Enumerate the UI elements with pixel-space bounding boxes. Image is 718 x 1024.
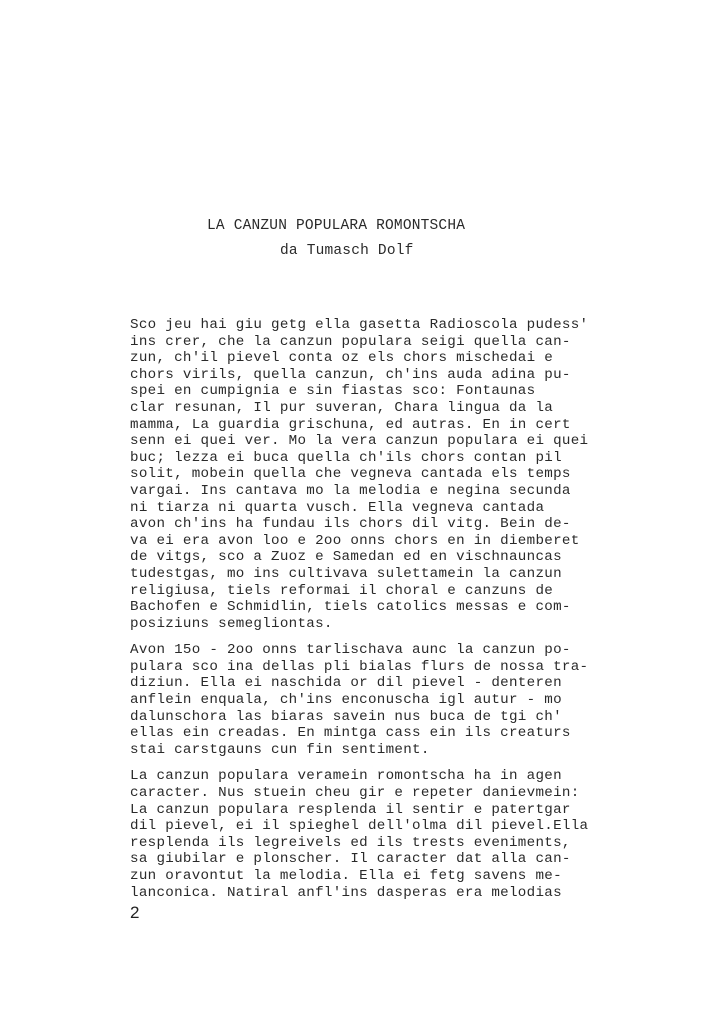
text-line: de vitgs, sco a Zuoz e Samedan ed en vischnauncas	[130, 549, 562, 566]
text-line: ellas ein creadas. En mintga cass ein ils creaturs	[130, 725, 571, 742]
text-line: ins crer, che la canzun populara seigi quella can-	[130, 333, 571, 350]
paragraph	[130, 317, 690, 632]
text-line: clar resunan, Il pur suveran, Chara lingua da la	[130, 399, 554, 416]
document-title: LA CANZUN POPULARA ROMONTSCHA	[207, 218, 466, 234]
text-line: religiusa, tiels reformai il choral e canzuns de	[130, 582, 554, 599]
text-line: posiziuns semegliontas.	[130, 615, 333, 632]
text-line: avon ch'ins ha fundau ils chors dil vitg. Bein de-	[130, 516, 571, 533]
text-line: pulara sco ina dellas pli bialas flurs de nossa tra-	[130, 658, 589, 675]
text-line: chors virils, quella canzun, ch'ins auda adina pu-	[130, 366, 571, 383]
text-line: La canzun populara resplenda il sentir e patertgar	[130, 801, 571, 818]
text-line: solit, mobein quella che vegneva cantada els temps	[130, 466, 571, 483]
text-line: vargai. Ins cantava mo la melodia e negina secunda	[130, 482, 571, 499]
text-line: sa giubilar e plonscher. Il caracter dat alla can-	[130, 851, 571, 868]
text-line: va ei era avon loo e 2oo onns chors en in diemberet	[130, 532, 580, 549]
text-line: resplenda ils legreivels ed ils trests eveniments,	[130, 834, 571, 851]
text-line: caracter. Nus stuein cheu gir e repeter danievmein:	[130, 785, 580, 802]
text-line: ni tiarza ni quarta vusch. Ella vegneva cantada	[130, 499, 545, 516]
text-line: anflein enquala, ch'ins enconuscha igl autur - mo	[130, 692, 562, 709]
text-line: diziun. Ella ei naschida or dil pievel - denteren	[130, 675, 562, 692]
text-line: Avon 15o - 2oo onns tarlischava aunc la canzun po-	[130, 642, 571, 659]
text-line: dil pievel, ei il spieghel dell'olma dil pievel.Ella	[130, 818, 589, 835]
document-author: da Tumasch Dolf	[280, 243, 414, 259]
document-body	[130, 317, 690, 911]
text-line: spei en cumpignia e sin fiastas sco: Fontaunas	[130, 383, 536, 400]
text-line: zun oravontut la melodia. Ella ei fetg savens me-	[130, 868, 562, 884]
page-number: 2	[130, 903, 140, 922]
text-line: buc; lezza ei buca quella ch'ils chors contan pil	[130, 449, 562, 466]
text-line: zun, ch'il pievel conta oz els chors mischedai e	[130, 350, 554, 367]
text-line: La canzun populara veramein romontscha ha in agen	[130, 768, 562, 785]
text-line: Sco jeu hai giu getg ella gasetta Radioscola pudess'	[130, 317, 589, 333]
paragraph	[130, 768, 690, 901]
paragraph	[130, 642, 690, 758]
text-line: tudestgas, mo ins cultivava sulettamein la canzun	[130, 565, 562, 582]
text-line: senn ei quei ver. Mo la vera canzun populara ei quei	[130, 433, 589, 450]
text-line: mamma, La guardia grischuna, ed autras. En in cert	[130, 416, 571, 433]
text-line: dalunschora las biaras savein nus buca de tgi ch'	[130, 708, 562, 725]
text-line: stai carstgauns cun fin sentiment.	[130, 741, 430, 758]
text-line: Bachofen e Schmidlin, tiels catolics messas e com-	[130, 599, 571, 616]
text-line: lanconica. Natiral anfl'ins dasperas era melodias	[130, 884, 562, 901]
